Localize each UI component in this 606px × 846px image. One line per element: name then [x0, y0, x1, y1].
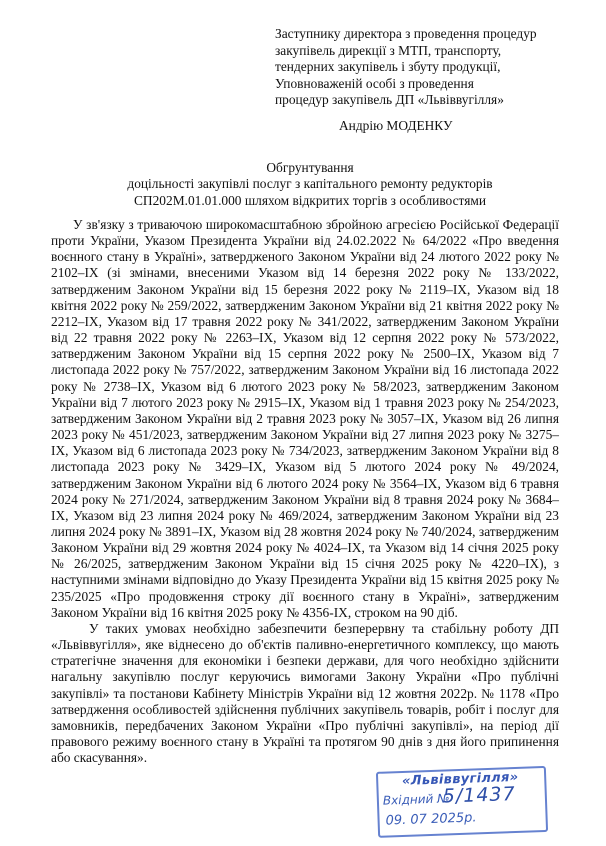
stamp-number: 5/1437: [442, 783, 516, 808]
body-paragraph-2: У таких умовах необхідно забезпечити безперервну та стабільну роботу ДП «Львіввугілля», яке віднесено до об'єктів паливно-енергетичного комплексу, що мають стратегічне значення для економіки і безпеки держави, для чого необхідно здійснити нагальну закупівлю послуг керуючись вимогами Закону України «Про публічні закупівлі» та постанови Кабінету Міністрів України від 12 жовтня 2022р. № 1178 «Про затвердження особливостей здійснення публічних закупівель товарів, робіт і послуг для замовників, передбачених Законом України «Про публічні закупівлі», на період дії правового режиму воєнного стану в Україні та протягом 90 днів з дня його припинення або скасування».: [51, 620, 559, 766]
addressee-line-3: тендерних закупівель і збуту продукції,: [275, 59, 501, 75]
title-line-3: СП202М.01.01.000 шляхом відкритих торгів з особливостями: [134, 192, 486, 208]
body-paragraph-1: У зв'язку з триваючою широкомасштабною збройною агресією Російської Федерації проти України, Указом Президента України від 24.02.2022 № 64/2022 «Про введення воєнного стану в Україні», затвердженого Законом України від 24 лютого 2022 року № 2102–ІХ (зі змінами, внесеними Указом від 14 березня 2022 року № 133/2022, затвердженим Законом України від 15 березня 2022 року № 2119–ІХ, Указом від 18 квітня 2022 року № 259/2022, затвердженим Законом України від 21 квітня 2022 року № 2212–ІХ, Указом від 17 травня 2022 року № 341/2022, затвердженим Законом України від 22 травня 2022 року № 2263–ІХ, Указом від 12 серпня 2022 року № 573/2022, затвердженим Законом України від 15 серпня 2022 року № 2500–ІХ, Указом від 7 листопада 2022 року № 757/2022, затвердженим Законом України від 16 листопада 2022 року № 2738–ІХ, Указом від 6 лютого 2023 року № 58/2023, затвердженим Законом України від 7 лютого 2023 року № 2915–ІХ, Указом від 1 травня 2023 року № 254/2023, затвердженим Законом України від 2 травня 2023 року № 3057–ІХ, Указом від 26 липня 2023 року № 451/2023, затвердженим Законом України від 27 липня 2023 року № 3275–ІХ, Указом від 6 листопада 2023 року № 734/2023, затвердженим Законом України від 8 листопада 2023 року № 3429–ІХ, Указом від 5 лютого 2024 року № 49/2024, затвердженим Законом України від 6 лютого 2024 року № 3564–ІХ, Указом від 6 травня 2024 року № 271/2024, затвердженим Законом України від 8 травня 2024 року № 3684–ІХ, Указом від 23 липня 2024 року № 469/2024, затвердженим Законом України від 23 липня 2024 року № 3891–ІХ, Указом від 28 жовтня 2024 року № 740/2024, затвердженим Законом України від 29 жовтня 2024 року № 4024–ІХ, та Указом від 14 січня 2025 року № 26/2025, затвердженим Законом України від 15 січня 2025 року № 4220–ІХ), з наступними змінами відповідно до Указу Президента України від 15 квітня 2025 року № 235/2025 «Про продовження строку дії воєнного стану в Україні», затвердженим Законом України від 16 квітня 2025 року № 4356-ІХ, строком на 90 діб.: [51, 217, 559, 620]
addressee-line-1: Заступнику директора з проведення процедур: [275, 26, 537, 41]
addressee-name: Андрію МОДЕНКУ: [339, 118, 453, 133]
addressee-block: [275, 26, 575, 109]
document-title: [60, 160, 560, 209]
addressee-line-2: закупівель дирекції з МТП, транспорту,: [275, 42, 502, 58]
stamp-organization: «Львіввугілля»: [401, 769, 519, 789]
addressee-line-4: Уповноваженій особі з проведення: [275, 75, 474, 91]
stamp-incoming-label: Вхідний №: [382, 791, 450, 808]
title-line-2: доцільності закупівлі послуг з капітального ремонту редукторів: [127, 176, 493, 192]
addressee-line-5: процедур закупівель ДП «Львіввугілля»: [275, 92, 504, 108]
stamp-date: 09. 07 2025р.: [385, 810, 477, 829]
document-body: [51, 217, 559, 766]
registration-stamp: [370, 766, 548, 838]
title-heading: Обгрунтування: [266, 160, 354, 175]
